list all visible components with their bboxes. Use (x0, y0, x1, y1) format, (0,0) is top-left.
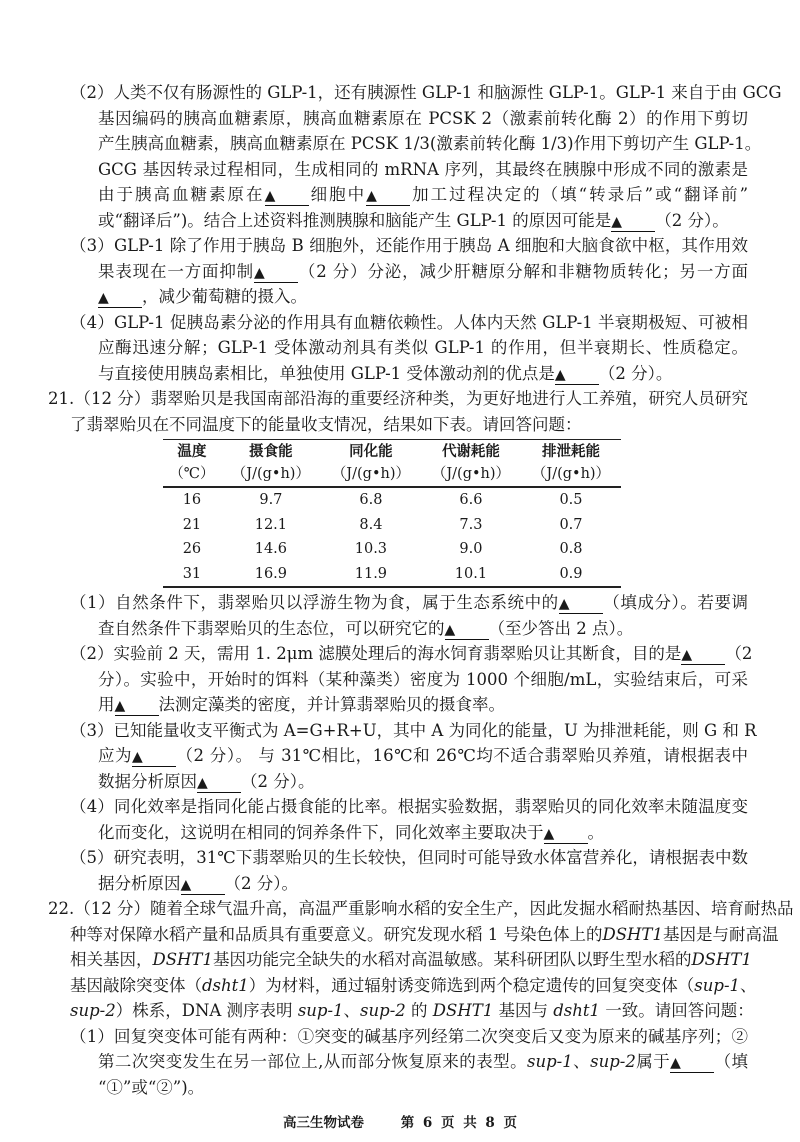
table-cell: 0.5 (559, 492, 583, 508)
text-line (98, 1075, 748, 1101)
text-segment: ，减少葡萄糖的摄入。 (142, 287, 307, 306)
text-segment: 基因编码的胰高血糖素原，胰高血糖素原在 PCSK 2（激素前转化酶 2）的作用下剪切 (98, 108, 748, 128)
text-line (98, 769, 748, 795)
text-segment: （2）人类不仅有肠源性的 GLP-1，还有胰源性 GLP-1 和脑源性 GLP-1。GLP-1 来自于由 GCG (70, 83, 782, 102)
column-header: （J/(g•h)） (421, 463, 521, 487)
text-segment: 果表现在一方面抑制 (98, 261, 255, 281)
question-21 (0, 386, 800, 437)
answer-blank-triangle-icon: ▲ (555, 366, 599, 385)
text-segment: ）株系，DNA 测序表明 (115, 1001, 298, 1020)
text-segment: （4）同化效率是指同化能占摄食能的比率。根据实验数据，翡翠贻贝的同化效率未随温度变 (70, 797, 748, 816)
text-line (98, 208, 748, 234)
answer-blank-triangle-icon: ▲ (559, 595, 603, 614)
q22-part1 (0, 1024, 800, 1101)
text-line (70, 973, 757, 999)
text-segment: 相关基因， (70, 950, 153, 969)
text-line (70, 998, 754, 1024)
text-line (98, 692, 748, 718)
table-cell: 0.7 (559, 516, 583, 533)
text-segment: 。 (587, 822, 604, 842)
text-segment: GCG 基因转录过程相同，生成相同的 mRNA 序列，其最终在胰腺中形成不同的激素是 (98, 159, 748, 179)
table-cell: 9.7 (259, 492, 283, 508)
answer-blank-triangle-icon: ▲ (611, 213, 655, 232)
q21-part3 (0, 718, 800, 795)
text-line (98, 820, 748, 846)
text-segment: （1）自然条件下，翡翠贻贝以浮游生物为食，属于生态系统中的 (70, 593, 559, 612)
text-segment: 21.（12 分）翡翠贻贝是我国南部沿海的重要经济种类，为更好地进行人工养殖，研究人员研究 (48, 389, 748, 408)
italic-gene-name: dsht1 (202, 975, 249, 995)
table-cell: 10.3 (354, 541, 388, 557)
text-segment: 属于 (635, 1052, 671, 1071)
answer-blank-triangle-icon: ▲ (265, 187, 309, 206)
text-segment: 了翡翠贻贝在不同温度下的能量收支情况，结果如下表。请回答问题： (70, 414, 582, 434)
italic-gene-name: sup-2 (590, 1052, 636, 1071)
q20-part2 (0, 80, 800, 233)
text-segment: 一致。请回答问题： (600, 1001, 754, 1020)
text-segment: （2 分）。 (655, 210, 729, 230)
text-segment: （2 分）。 (598, 363, 673, 383)
answer-blank-triangle-icon: ▲ (115, 697, 159, 716)
column-header: 同化能 (321, 440, 421, 464)
text-segment: 数据分析原因 (98, 771, 197, 791)
text-segment: （至少答出 2 点）。 (488, 618, 634, 638)
text-line (98, 667, 748, 693)
column-header: 温度 (163, 440, 221, 464)
text-segment: （2 (725, 644, 753, 663)
text-segment: 产生胰高血糖素，胰高血糖素原在 PCSK 1/3(激素前转化酶 1/3)作用下剪切产生 GLP-1。 (98, 134, 762, 153)
page-footer (0, 1114, 800, 1142)
text-line (70, 947, 752, 973)
text-segment: 、 (572, 1052, 591, 1071)
italic-gene-name: sup-1 (694, 975, 741, 995)
text-segment: （3）GLP-1 除了作用于胰岛 B 细胞外，还能作用于胰岛 A 细胞和大脑食欲中枢，其作用效 (70, 236, 748, 255)
text-segment: （5）研究表明，31℃下翡翠贻贝的生长较快，但同时可能导致水体富营养化，请根据表中数 (70, 848, 748, 867)
energy-budget-table (163, 439, 621, 588)
text-line (98, 106, 748, 132)
text-segment: （2）实验前 2 天，需用 1. 2μm 滤膜处理后的海水饲育翡翠贻贝让其断食，目的是 (70, 644, 682, 663)
answer-blank-triangle-icon: ▲ (132, 748, 176, 767)
text-line (70, 233, 748, 259)
italic-gene-name: sup-2 (70, 1001, 116, 1020)
table-cell: 16 (182, 492, 202, 508)
q20-part3 (0, 233, 800, 310)
text-segment: （2 分）。 与 31℃相比，16℃和 26℃均不适合翡翠贻贝养殖，请根据表中 (176, 746, 749, 765)
answer-blank-triangle-icon: ▲ (681, 646, 725, 665)
text-segment: 由于胰高血糖素原在 (98, 185, 265, 204)
q21-part1 (0, 590, 800, 641)
table-cell: 0.9 (521, 562, 621, 588)
text-segment: 或“翻译后”)。结合上述资料推测胰腺和脑能产生 GLP-1 的原因可能是 (98, 210, 612, 230)
text-segment: （1）回复突变体可能有两种：①突变的碱基序列经第二次突变后又变为原来的碱基序列；② (70, 1026, 748, 1046)
table-row (163, 537, 621, 562)
text-line (70, 1024, 748, 1050)
table-header-row (163, 440, 621, 464)
answer-blank-triangle-icon: ▲ (366, 187, 410, 206)
table-row (163, 487, 621, 513)
italic-gene-name: sup-1 (527, 1052, 573, 1071)
text-segment: （4）GLP-1 促胰岛素分泌的作用具有血糖依赖性。人体内天然 GLP-1 半衰期极短、可被相 (70, 312, 748, 332)
italic-gene-name: sup-1 (297, 1001, 344, 1020)
q21-part2 (0, 641, 800, 718)
table-cell: 8.4 (359, 516, 383, 533)
table-cell: 10.1 (421, 562, 521, 588)
table-cell: 26 (182, 541, 202, 557)
text-segment: 、 (343, 1001, 361, 1020)
table-cell: 9.0 (459, 541, 483, 557)
text-line (98, 616, 748, 642)
text-line (70, 590, 748, 616)
text-segment: 细胞中 (308, 185, 367, 204)
text-line (70, 794, 748, 820)
text-line (98, 361, 748, 387)
text-segment: 化而变化，这说明在相同的饲养条件下，同化效率主要取决于 (98, 822, 544, 842)
text-segment: 种等对保障水稻产量和品质具有重要意义。研究发现水稻 1 号染色体上的 (70, 924, 603, 944)
text-segment: 22.（12 分）随着全球气温升高，高温严重影响水稻的安全生产，因此发掘水稻耐热基因、培育耐热品 (48, 899, 794, 918)
italic-gene-name: DSHT1 (691, 950, 752, 969)
table-cell: 16.9 (221, 562, 321, 588)
table-cell: 31 (163, 562, 221, 588)
column-header: 摄食能 (221, 440, 321, 464)
question-22 (0, 896, 800, 1024)
text-segment: 第二次突变发生在另一部位上,从而部分恢复原来的表型。 (98, 1052, 527, 1071)
column-header: （J/(g•h)） (321, 463, 421, 487)
answer-blank-triangle-icon: ▲ (98, 289, 142, 308)
text-segment: （2 分）。 (241, 771, 315, 791)
text-line (98, 284, 748, 310)
text-segment: 基因与 (493, 1001, 554, 1020)
column-header: （J/(g•h)） (221, 463, 321, 487)
q21-part5 (0, 845, 800, 896)
text-line (48, 896, 794, 922)
text-line (98, 871, 748, 897)
text-segment: 据分析原因 (98, 873, 181, 893)
footer-page-number: 第 6 页 共 8 页 (400, 1115, 517, 1131)
column-header: 排泄耗能 (521, 440, 621, 464)
text-line (98, 259, 748, 285)
text-segment: 用 (98, 695, 115, 714)
text-segment: 、 (740, 975, 757, 995)
italic-gene-name: DSHT1 (602, 924, 663, 944)
footer-title: 高三生物试卷 (283, 1115, 364, 1131)
text-segment: 应为 (98, 746, 133, 765)
table-cell: 21 (182, 516, 202, 533)
text-line (98, 157, 748, 183)
table-cell: 12.1 (254, 516, 288, 533)
text-segment: 分）。实验中，开始时的饵料（某种藻类）密度为 1000 个细胞/mL，实验结束后，可采 (98, 669, 748, 689)
text-segment: 法测定藻类的密度，并计算翡翠贻贝的摄食率。 (158, 695, 505, 714)
text-segment: 基因是与耐高温 (662, 924, 779, 944)
table-cell: 11.9 (321, 562, 421, 588)
text-segment: 基因功能完全缺失的水稻对高温敏感。某科研团队以野生型水稻的 (212, 950, 692, 969)
answer-blank-triangle-icon: ▲ (670, 1054, 714, 1073)
text-segment: （3）已知能量收支平衡式为 A=G+R+U，其中 A 为同化的能量，U 为排泄耗能，则 G 和 R (70, 720, 757, 740)
text-line (98, 1049, 748, 1075)
table-cell: 14.6 (254, 541, 288, 557)
text-segment: （填 (714, 1052, 749, 1071)
text-line (98, 335, 748, 361)
text-line (70, 922, 779, 948)
text-segment: ）为材料，通过辐射诱变筛选到两个稳定遗传的回复突变体（ (248, 975, 695, 995)
table-row (163, 562, 621, 588)
text-line (98, 131, 762, 157)
answer-blank-triangle-icon: ▲ (254, 264, 298, 283)
text-line (70, 412, 748, 438)
italic-gene-name: dsht1 (553, 1001, 601, 1020)
text-segment: 查自然条件下翡翠贻贝的生态位，可以研究它的 (98, 618, 445, 638)
table-cell: 7.3 (459, 516, 483, 533)
table-row (163, 513, 621, 538)
italic-gene-name: DSHT1 (152, 950, 213, 969)
table-header-row (163, 463, 621, 487)
answer-blank-triangle-icon: ▲ (445, 621, 489, 640)
text-line (70, 310, 748, 336)
text-segment: 的 (405, 1001, 433, 1020)
column-header: （J/(g•h)） (521, 463, 621, 487)
text-segment: （填成分）。若要调 (602, 593, 749, 612)
text-segment: （2 分）分泌，减少肝糖原分解和非糖物质转化；另一方面 (298, 261, 749, 281)
table-cell: 6.6 (459, 492, 483, 508)
q20-part4 (0, 310, 800, 387)
text-line (70, 845, 748, 871)
italic-gene-name: DSHT1 (432, 1001, 494, 1020)
text-segment: 基因敲除突变体（ (70, 975, 202, 995)
text-segment: 加工过程决定的（填“转录后”或“翻译前” (410, 185, 749, 204)
text-line (70, 80, 782, 106)
answer-blank-triangle-icon: ▲ (181, 876, 225, 895)
q21-part4 (0, 794, 800, 845)
italic-gene-name: sup-2 (360, 1001, 406, 1020)
text-line (70, 641, 753, 667)
text-segment: “①”或“②”)。 (98, 1077, 205, 1097)
text-segment: 应酶迅速分解；GLP-1 受体激动剂具有类似 GLP-1 的作用，但半衰期长、性质稳定。 (98, 338, 748, 357)
text-line (70, 718, 757, 744)
text-line (98, 743, 748, 769)
answer-blank-triangle-icon: ▲ (197, 774, 241, 793)
column-header: （℃） (163, 463, 221, 487)
table-cell: 0.8 (559, 541, 583, 557)
text-segment: （2 分）。 (224, 873, 298, 893)
table-cell: 6.8 (359, 492, 383, 508)
answer-blank-triangle-icon: ▲ (544, 825, 588, 844)
column-header: 代谢耗能 (421, 440, 521, 464)
text-line (98, 182, 748, 208)
text-segment: 与直接使用胰岛素相比，单独使用 GLP-1 受体激动剂的优点是 (98, 363, 555, 383)
text-line (48, 386, 748, 412)
